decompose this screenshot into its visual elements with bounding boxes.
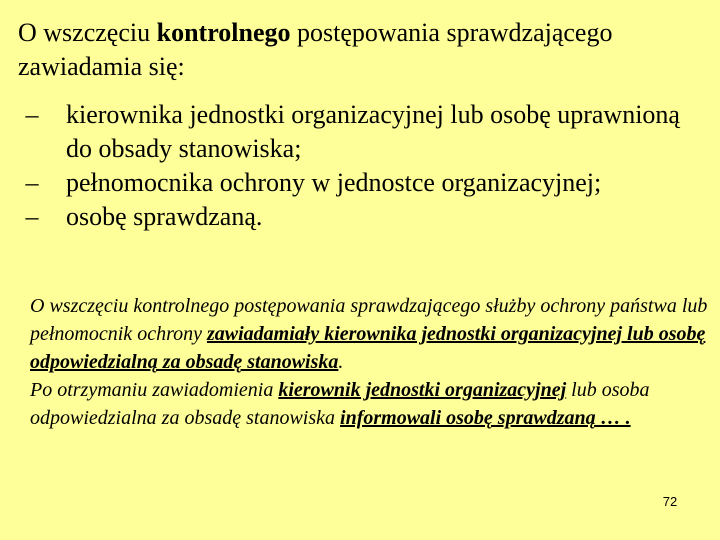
note-p1-plain: O wszczęciu kontrolnego postępowania sprawdzającego służby ochrony państwa lub pełnomocnik ochrony (30, 295, 708, 345)
dash-bullet: – (25, 202, 39, 231)
note-p2-plain1: Po otrzymaniu zawiadomienia (30, 379, 279, 401)
list-item (18, 98, 708, 166)
list-item-text: osobę sprawdzaną. (66, 202, 263, 231)
page-number: 72 (662, 494, 678, 509)
list-item-text: pełnomocnika ochrony w jednostce organizacyjnej; (66, 168, 602, 197)
note-p2-plain2: lub osoba odpowiedzialna za obsadę stanowiska (30, 379, 650, 429)
notification-list (18, 98, 708, 234)
intro-part1: O wszczęciu (18, 18, 157, 47)
note-paragraph-1 (30, 292, 710, 376)
intro-text (18, 16, 708, 84)
note-p2-bold2: informowali osobę sprawdzaną … . (340, 407, 631, 429)
note-p1-bold: zawiadamiały kierownika jednostki organizacyjnej lub osobę odpowiedzialną za obsadę stanowiska (30, 323, 706, 373)
dash-bullet: – (25, 100, 39, 129)
historical-note (30, 292, 710, 432)
intro-bold-word: kontrolnego (156, 18, 291, 47)
list-item (18, 200, 708, 234)
list-item-text: kierownika jednostki organizacyjnej lub osobę uprawnioną do obsady stanowiska; (66, 100, 680, 163)
note-p2-bold1: kierownik jednostki organizacyjnej (278, 379, 567, 401)
list-item (18, 166, 708, 200)
note-p1-end: . (338, 351, 344, 373)
intro-part2: postępowania sprawdzającego zawiadamia się: (18, 18, 613, 81)
dash-bullet: – (25, 168, 39, 197)
note-paragraph-2 (30, 376, 710, 432)
